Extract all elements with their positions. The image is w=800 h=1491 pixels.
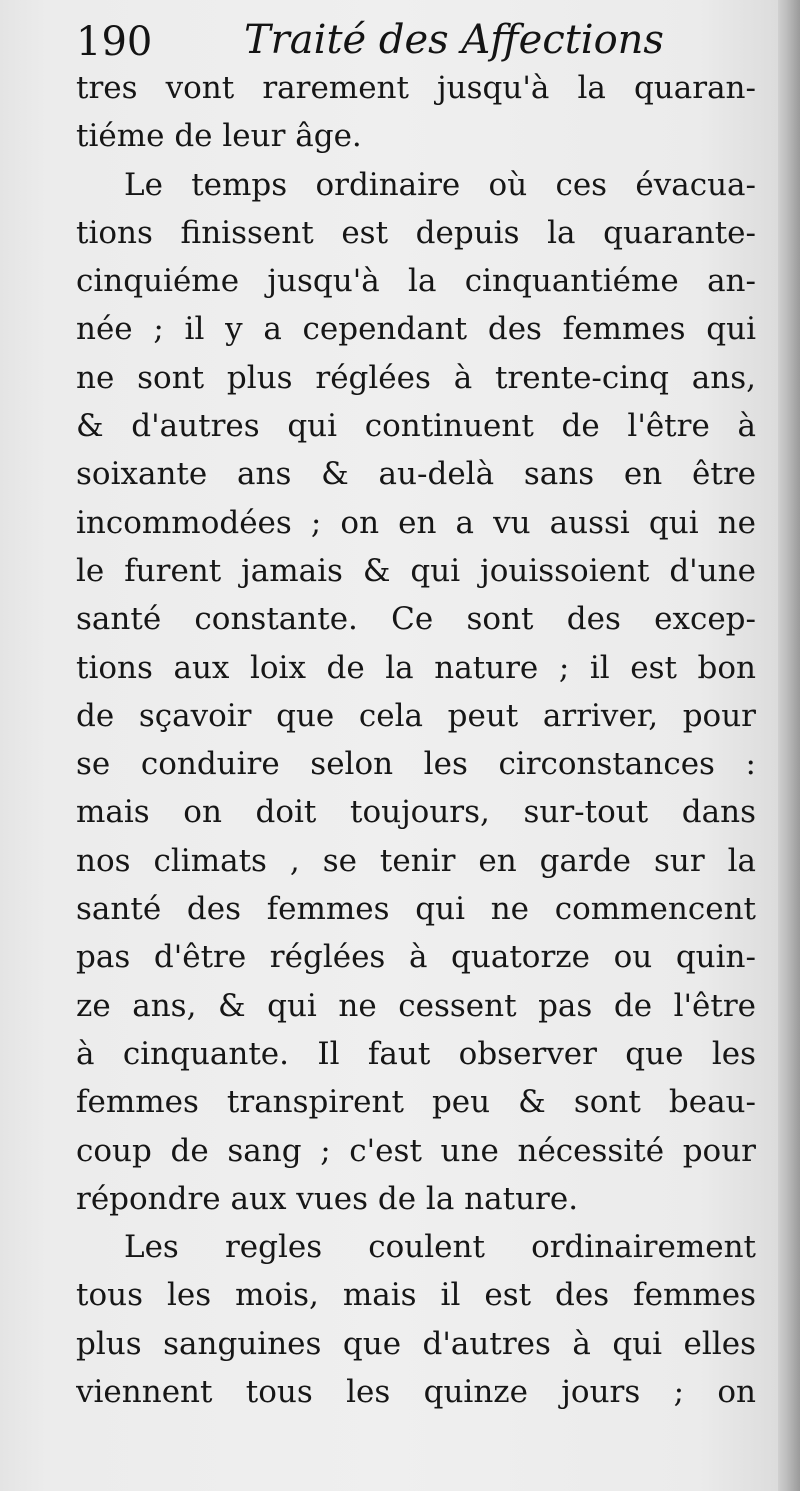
- text-line: viennent tous les quinze jours ; on: [76, 1374, 756, 1411]
- text-line: pas d'être réglées à quatorze ou quin-: [76, 939, 756, 976]
- page-number: 190: [76, 19, 153, 65]
- text-line: à cinquante. Il faut observer que les: [76, 1035, 756, 1072]
- text-line: répondre aux vues de la nature.: [76, 1180, 579, 1217]
- text-line: tres vont rarement jusqu'à la quaran-: [76, 70, 756, 106]
- body-text: [76, 64, 756, 1416]
- text-line: mais on doit toujours, sur-tout dans: [76, 794, 756, 831]
- text-line: Le temps ordinaire où ces évacua-: [124, 166, 756, 203]
- text-line: Les regles coulent ordinairement: [124, 1229, 756, 1266]
- text-line: & d'autres qui continuent de l'être à: [76, 408, 756, 445]
- text-line: cinquiéme jusqu'à la cinquantiéme an-: [76, 263, 756, 300]
- page-header: [76, 8, 756, 68]
- text-line: ne sont plus réglées à trente-cinq ans,: [76, 359, 756, 396]
- text-line: incommodées ; on en a vu aussi qui ne: [76, 504, 756, 541]
- text-line: nos climats , se tenir en garde sur la: [76, 842, 756, 879]
- text-line: coup de sang ; c'est une nécessité pour: [76, 1132, 756, 1169]
- text-line: le furent jamais & qui jouissoient d'une: [76, 552, 756, 589]
- text-line: tiéme de leur âge.: [76, 118, 362, 155]
- text-line: tions finissent est depuis la quarante-: [76, 214, 756, 251]
- text-line: femmes transpirent peu & sont beau-: [76, 1084, 756, 1121]
- text-line: se conduire selon les circonstances :: [76, 746, 756, 783]
- text-line: santé constante. Ce sont des excep-: [76, 601, 756, 638]
- text-line: tions aux loix de la nature ; il est bon: [76, 649, 756, 686]
- text-line: soixante ans & au-delà sans en être: [76, 456, 756, 493]
- text-line: plus sanguines que d'autres à qui elles: [76, 1325, 756, 1362]
- page-gutter: [778, 0, 800, 1491]
- text-line: de sçavoir que cela peut arriver, pour: [76, 697, 756, 734]
- running-title: Traité des Affections: [244, 17, 664, 63]
- text-line: santé des femmes qui ne commencent: [76, 891, 756, 928]
- text-line: née ; il y a cependant des femmes qui: [76, 311, 756, 348]
- text-line: tous les mois, mais il est des femmes: [76, 1277, 756, 1314]
- text-line: ze ans, & qui ne cessent pas de l'être: [76, 987, 756, 1024]
